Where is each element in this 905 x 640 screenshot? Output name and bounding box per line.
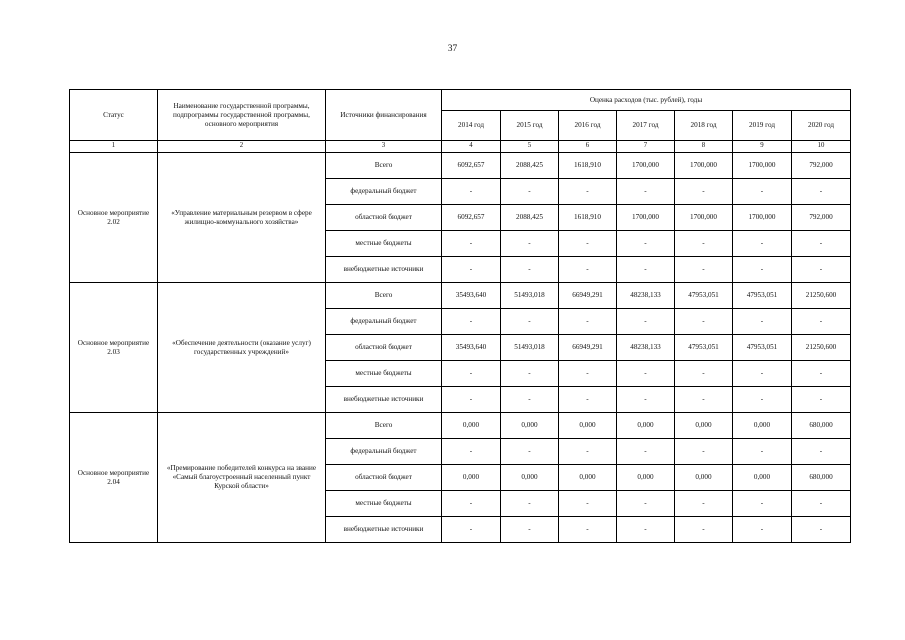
status-cell: Основное мероприятие 2.03 xyxy=(70,283,158,413)
amount-cell: 47953,051 xyxy=(733,335,792,361)
amount-cell: - xyxy=(792,517,851,543)
amount-cell: - xyxy=(501,179,559,205)
amount-cell: 48238,133 xyxy=(617,335,675,361)
amount-cell: 1618,910 xyxy=(559,205,617,231)
amount-cell: - xyxy=(617,231,675,257)
page-number: 37 xyxy=(447,44,458,54)
amount-cell: - xyxy=(733,517,792,543)
table-row xyxy=(70,413,851,439)
amount-cell: 0,000 xyxy=(617,465,675,491)
amount-cell: 21250,600 xyxy=(792,283,851,309)
header-year: 2014 год xyxy=(442,111,501,141)
amount-cell: - xyxy=(675,517,733,543)
program-name-cell: «Управление материальным резервом в сфере жилищно-коммунального хозяйства» xyxy=(158,153,326,283)
amount-cell: - xyxy=(617,179,675,205)
funding-source-cell: внебюджетные источники xyxy=(326,517,442,543)
amount-cell: - xyxy=(559,179,617,205)
amount-cell: - xyxy=(675,361,733,387)
amount-cell: 51493,018 xyxy=(501,335,559,361)
amount-cell: 48238,133 xyxy=(617,283,675,309)
column-number: 8 xyxy=(675,141,733,153)
amount-cell: 66949,291 xyxy=(559,335,617,361)
header-year: 2018 год xyxy=(675,111,733,141)
amount-cell: - xyxy=(559,309,617,335)
amount-cell: 1700,000 xyxy=(617,153,675,179)
amount-cell: 680,000 xyxy=(792,413,851,439)
funding-source-cell: внебюджетные источники xyxy=(326,387,442,413)
amount-cell: - xyxy=(442,309,501,335)
amount-cell: - xyxy=(501,491,559,517)
column-number: 9 xyxy=(733,141,792,153)
amount-cell: - xyxy=(442,517,501,543)
column-number: 4 xyxy=(442,141,501,153)
amount-cell: - xyxy=(675,491,733,517)
amount-cell: 0,000 xyxy=(559,465,617,491)
amount-cell: 21250,600 xyxy=(792,335,851,361)
amount-cell: - xyxy=(792,439,851,465)
amount-cell: 680,000 xyxy=(792,465,851,491)
amount-cell: 0,000 xyxy=(733,465,792,491)
amount-cell: 0,000 xyxy=(675,465,733,491)
amount-cell: 0,000 xyxy=(442,413,501,439)
amount-cell: - xyxy=(559,439,617,465)
funding-source-cell: внебюджетные источники xyxy=(326,257,442,283)
amount-cell: - xyxy=(501,231,559,257)
amount-cell: - xyxy=(733,361,792,387)
amount-cell: - xyxy=(617,361,675,387)
funding-source-cell: областной бюджет xyxy=(326,465,442,491)
budget-table xyxy=(69,89,851,543)
amount-cell: - xyxy=(442,361,501,387)
amount-cell: 35493,640 xyxy=(442,283,501,309)
amount-cell: - xyxy=(675,179,733,205)
amount-cell: - xyxy=(792,491,851,517)
amount-cell: - xyxy=(617,309,675,335)
column-number: 2 xyxy=(158,141,326,153)
amount-cell: - xyxy=(733,179,792,205)
amount-cell: 1618,910 xyxy=(559,153,617,179)
amount-cell: - xyxy=(559,231,617,257)
amount-cell: 0,000 xyxy=(501,413,559,439)
amount-cell: 2088,425 xyxy=(501,205,559,231)
amount-cell: 0,000 xyxy=(675,413,733,439)
amount-cell: - xyxy=(442,387,501,413)
funding-source-cell: Всего xyxy=(326,283,442,309)
status-cell: Основное мероприятие 2.04 xyxy=(70,413,158,543)
amount-cell: - xyxy=(501,309,559,335)
amount-cell: - xyxy=(792,387,851,413)
amount-cell: - xyxy=(675,257,733,283)
header-expenses: Оценка расходов (тыс. рублей), годы xyxy=(442,90,851,111)
amount-cell: 1700,000 xyxy=(675,205,733,231)
funding-source-cell: федеральный бюджет xyxy=(326,309,442,335)
program-name-cell: «Премирование победителей конкурса на звание «Самый благоустроенный населенный пункт Курской области» xyxy=(158,413,326,543)
funding-source-cell: федеральный бюджет xyxy=(326,439,442,465)
header-row xyxy=(70,90,851,111)
amount-cell: 47953,051 xyxy=(675,283,733,309)
amount-cell: - xyxy=(617,387,675,413)
funding-source-cell: областной бюджет xyxy=(326,335,442,361)
column-number: 6 xyxy=(559,141,617,153)
header-year: 2016 год xyxy=(559,111,617,141)
column-number: 10 xyxy=(792,141,851,153)
column-number: 1 xyxy=(70,141,158,153)
header-year: 2015 год xyxy=(501,111,559,141)
amount-cell: - xyxy=(733,387,792,413)
amount-cell: - xyxy=(501,387,559,413)
amount-cell: 6092,657 xyxy=(442,205,501,231)
funding-source-cell: местные бюджеты xyxy=(326,361,442,387)
amount-cell: 0,000 xyxy=(617,413,675,439)
amount-cell: 2088,425 xyxy=(501,153,559,179)
amount-cell: - xyxy=(617,439,675,465)
amount-cell: - xyxy=(792,361,851,387)
amount-cell: 792,000 xyxy=(792,205,851,231)
amount-cell: - xyxy=(675,387,733,413)
amount-cell: - xyxy=(675,231,733,257)
amount-cell: 35493,640 xyxy=(442,335,501,361)
header-year: 2017 год xyxy=(617,111,675,141)
amount-cell: - xyxy=(792,309,851,335)
amount-cell: - xyxy=(792,257,851,283)
header-source: Источники финансирования xyxy=(326,90,442,141)
amount-cell: 0,000 xyxy=(559,413,617,439)
amount-cell: - xyxy=(675,439,733,465)
amount-cell: - xyxy=(675,309,733,335)
amount-cell: 0,000 xyxy=(733,413,792,439)
amount-cell: 792,000 xyxy=(792,153,851,179)
amount-cell: 1700,000 xyxy=(617,205,675,231)
table-row xyxy=(70,153,851,179)
amount-cell: 0,000 xyxy=(442,465,501,491)
amount-cell: - xyxy=(617,517,675,543)
amount-cell: - xyxy=(501,361,559,387)
amount-cell: 1700,000 xyxy=(733,153,792,179)
header-year: 2019 год xyxy=(733,111,792,141)
header-status: Статус xyxy=(70,90,158,141)
amount-cell: - xyxy=(733,491,792,517)
amount-cell: - xyxy=(733,439,792,465)
table-row xyxy=(70,283,851,309)
column-number: 7 xyxy=(617,141,675,153)
funding-source-cell: Всего xyxy=(326,153,442,179)
amount-cell: - xyxy=(792,231,851,257)
amount-cell: 6092,657 xyxy=(442,153,501,179)
amount-cell: - xyxy=(501,517,559,543)
amount-cell: 1700,000 xyxy=(675,153,733,179)
amount-cell: - xyxy=(501,257,559,283)
amount-cell: - xyxy=(559,361,617,387)
amount-cell: - xyxy=(559,517,617,543)
program-name-cell: «Обеспечение деятельности (оказание услуг) государственных учреждений» xyxy=(158,283,326,413)
amount-cell: 51493,018 xyxy=(501,283,559,309)
amount-cell: 47953,051 xyxy=(733,283,792,309)
funding-source-cell: областной бюджет xyxy=(326,205,442,231)
amount-cell: - xyxy=(559,491,617,517)
funding-source-cell: местные бюджеты xyxy=(326,491,442,517)
amount-cell: 1700,000 xyxy=(733,205,792,231)
amount-cell: - xyxy=(617,491,675,517)
header-name: Наименование государственной программы, подпрограммы государственной программы, основного мероприятия xyxy=(158,90,326,141)
funding-source-cell: местные бюджеты xyxy=(326,231,442,257)
amount-cell: - xyxy=(559,387,617,413)
amount-cell: - xyxy=(792,179,851,205)
amount-cell: - xyxy=(442,491,501,517)
amount-cell: - xyxy=(559,257,617,283)
status-cell: Основное мероприятие 2.02 xyxy=(70,153,158,283)
amount-cell: - xyxy=(733,257,792,283)
amount-cell: - xyxy=(442,439,501,465)
amount-cell: - xyxy=(442,179,501,205)
amount-cell: - xyxy=(501,439,559,465)
column-number: 5 xyxy=(501,141,559,153)
funding-source-cell: федеральный бюджет xyxy=(326,179,442,205)
amount-cell: 66949,291 xyxy=(559,283,617,309)
funding-source-cell: Всего xyxy=(326,413,442,439)
amount-cell: - xyxy=(733,309,792,335)
amount-cell: - xyxy=(442,231,501,257)
amount-cell: - xyxy=(733,231,792,257)
amount-cell: 47953,051 xyxy=(675,335,733,361)
amount-cell: 0,000 xyxy=(501,465,559,491)
header-year: 2020 год xyxy=(792,111,851,141)
column-number-row xyxy=(70,141,851,153)
amount-cell: - xyxy=(442,257,501,283)
column-number: 3 xyxy=(326,141,442,153)
amount-cell: - xyxy=(617,257,675,283)
